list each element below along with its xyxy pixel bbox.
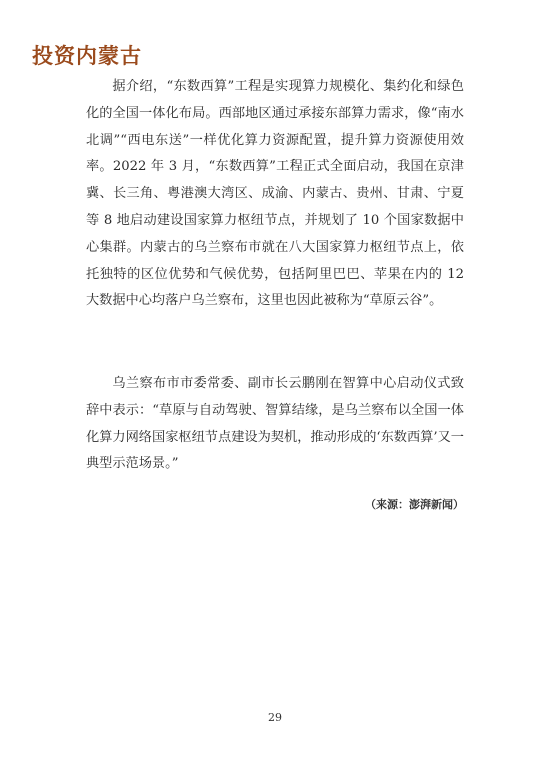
section-heading: 投资内蒙古	[32, 44, 142, 68]
page-number: 29	[268, 711, 282, 724]
paragraph-1: 据介绍，“东数西算”工程是实现算力规模化、集约化和绿色化的全国一体化布局。西部地区通过承接东部算力需求，像“南水北调”“西电东送”一样优化算力资源配置，提升算力资源使用效率。2022 年 3 月，“东数西算”工程正式全面启动，我国在京津冀、长三角、粤港澳大湾区、成渝、内蒙古、贵州、甘肃、宁夏等 8 地启动建设国家算力枢纽节点，并规划了 10 个国家数据中心集群。内蒙古的乌兰察布市就在八大国家算力枢纽节点上，依托独特的区位优势和气候优势，包括阿里巴巴、苹果在内的 12 大数据中心均落户乌兰察布，这里也因此被称为“草原云谷”。	[86, 79, 464, 309]
paragraph-2: 乌兰察布市市委常委、副市长云鹏刚在智算中心启动仪式致辞中表示：“草原与自动驾驶、智算结缘，是乌兰察布以全国一体化算力网络国家枢纽节点建设为契机，推动形成的‘东数西算’又一典型示范场景。”	[86, 376, 464, 472]
article-body-2	[86, 371, 464, 478]
source-credit: （来源：澎湃新闻）	[365, 498, 464, 511]
article-body-1	[86, 74, 464, 315]
